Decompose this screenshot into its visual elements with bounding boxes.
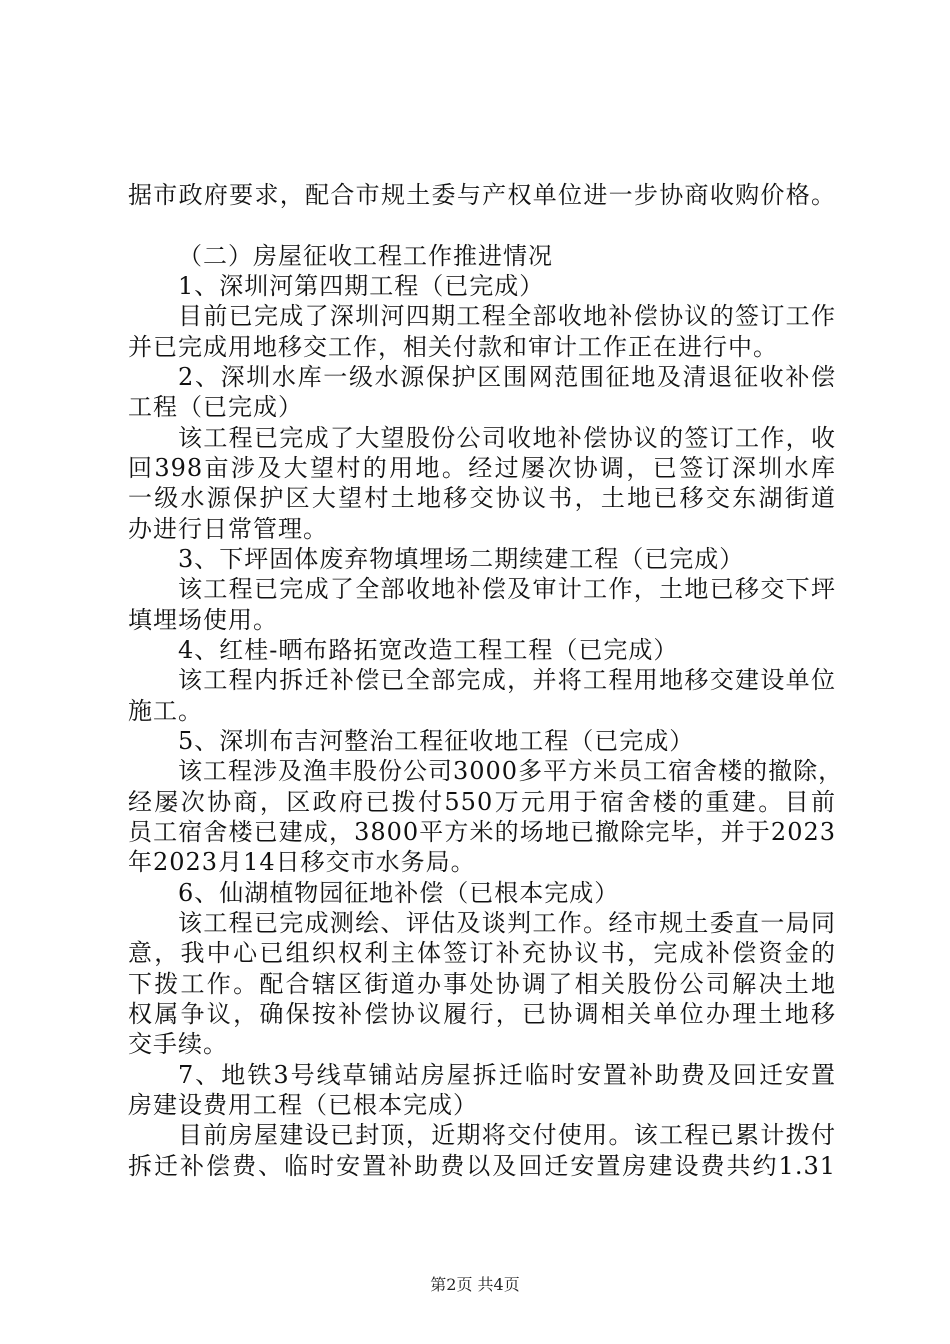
text-line: 房建设费用工程（已根本完成） xyxy=(128,1090,478,1119)
text-line: 该工程涉及渔丰股份公司3000多平方米员工宿舍楼的撤除， xyxy=(178,757,844,786)
text-line: 拆迁补偿费、临时安置补助费以及回迁安置房建设费共约1.31 xyxy=(128,1151,836,1180)
text-line: 员工宿舍楼已建成，3800平方米的场地已撤除完毕，并于2023 xyxy=(128,817,836,846)
text-line: 办进行日常管理。 xyxy=(128,514,328,543)
text-line: （二）房屋征收工程工作推进情况 xyxy=(178,241,553,270)
text-line: 该工程已完成了大望股份公司收地补偿协议的签订工作，收 xyxy=(178,423,836,452)
text-line: 据市政府要求，配合市规土委与产权单位进一步协商收购价格。 xyxy=(128,181,836,209)
text-line: 施工。 xyxy=(128,696,203,725)
text-line: 经屡次协商，区政府已拨付550万元用于宿舍楼的重建。目前 xyxy=(128,787,836,816)
text-line: 目前已完成了深圳河四期工程全部收地补偿协议的签订工作 xyxy=(178,302,836,331)
text-line: 该工程已完成测绘、评估及谈判工作。经市规土委直一局同 xyxy=(178,908,836,937)
text-line: 7、地铁3号线草铺站房屋拆迁临时安置补助费及回迁安置 xyxy=(178,1060,836,1089)
text-line: 1、深圳河第四期工程（已完成） xyxy=(178,271,545,300)
text-line: 5、深圳布吉河整治工程征收地工程（已完成） xyxy=(178,726,695,755)
text-line: 年2023月14日移交市水务局。 xyxy=(128,848,476,877)
text-line: 该工程已完成了全部收地补偿及审计工作，土地已移交下坪 xyxy=(178,575,836,604)
text-line: 目前房屋建设已封顶，近期将交付使用。该工程已累计拨付 xyxy=(178,1121,836,1150)
text-line: 并已完成用地移交工作，相关付款和审计工作正在进行中。 xyxy=(128,332,778,361)
text-line: 工程（已完成） xyxy=(128,393,303,422)
page-footer: 第2页 共4页 xyxy=(430,1275,520,1294)
text-line: 2、深圳水库一级水源保护区围网范围征地及清退征收补偿 xyxy=(178,362,836,391)
blank-line xyxy=(128,210,836,240)
text-line: 权属争议，确保按补偿协议履行，已协调相关单位办理土地移 xyxy=(128,999,836,1028)
document-body xyxy=(128,180,844,1181)
text-line: 意，我中心已组织权利主体签订补充协议书，完成补偿资金的 xyxy=(128,939,836,968)
text-line: 一级水源保护区大望村土地移交协议书，土地已移交东湖街道 xyxy=(128,484,836,513)
text-line: 填埋场使用。 xyxy=(128,605,278,634)
text-line: 回398亩涉及大望村的用地。经过屡次协调，已签订深圳水库 xyxy=(128,453,836,482)
text-line: 4、红桂-晒布路拓宽改造工程工程（已完成） xyxy=(178,635,679,664)
text-line: 交手续。 xyxy=(128,1030,228,1059)
text-line: 3、下坪固体废弃物填埋场二期续建工程（已完成） xyxy=(178,544,745,573)
text-line: 该工程内拆迁补偿已全部完成，并将工程用地移交建设单位 xyxy=(178,666,836,695)
text-line: 下拨工作。配合辖区街道办事处协调了相关股份公司解决土地 xyxy=(128,969,836,998)
text-line: 6、仙湖植物园征地补偿（已根本完成） xyxy=(178,878,620,907)
